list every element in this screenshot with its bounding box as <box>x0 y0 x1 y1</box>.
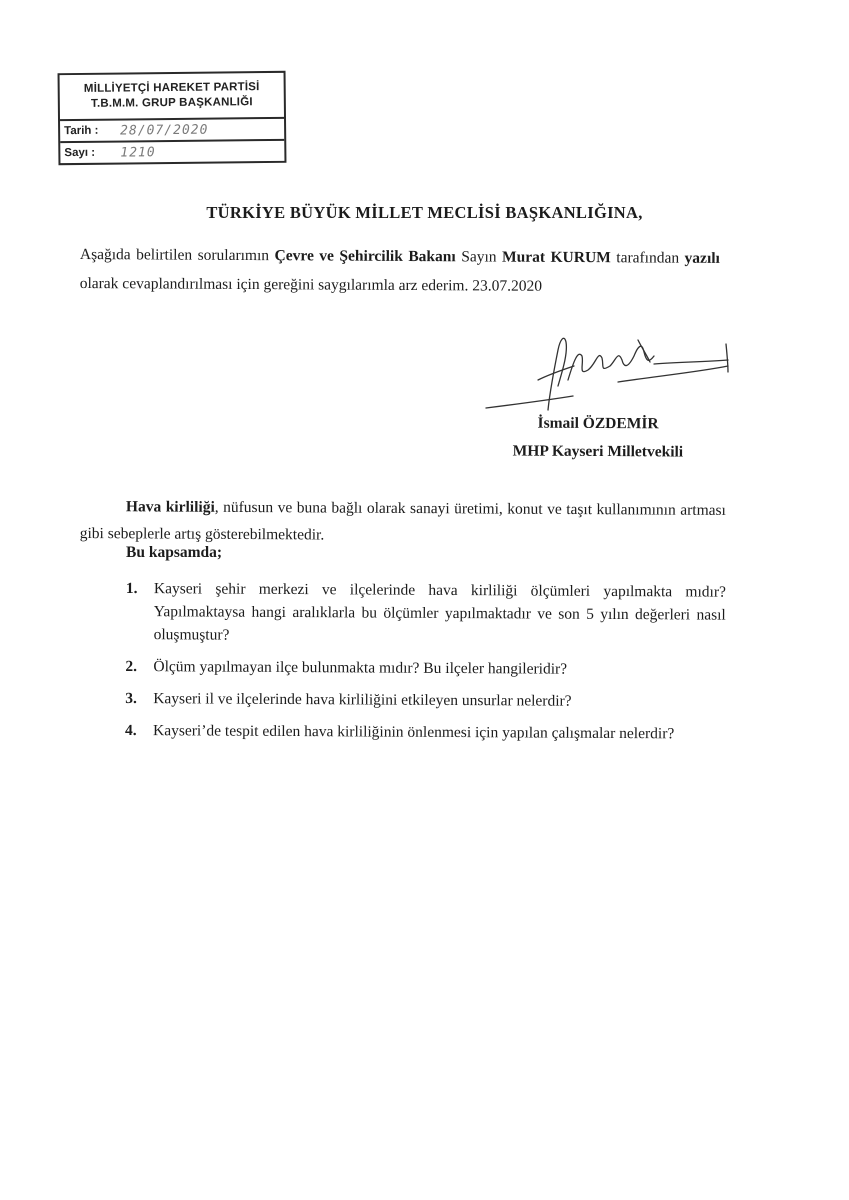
question-item <box>125 687 725 714</box>
intro-paragraph <box>80 240 720 302</box>
stamp-date-label: Tarih : <box>64 124 99 138</box>
body-paragraph <box>80 493 726 551</box>
stamp-party-name: MİLLİYETÇİ HAREKET PARTİSİ <box>83 81 260 95</box>
signer-title: MHP Kayseri Milletvekili <box>512 442 684 461</box>
intro-text-3: tarafından <box>610 249 685 267</box>
stamp-number-label: Sayı : <box>64 146 96 160</box>
handwritten-signature <box>478 320 758 420</box>
body-text: , nüfusun ve buna bağlı olarak sanayi üretimi, konut ve taşıt kullanımının artması gibi sebeplerle artış gösterebilmektedir. <box>79 498 726 544</box>
signer-name: İsmail ÖZDEMİR <box>537 414 659 433</box>
question-item <box>125 655 725 682</box>
intro-text-4: olarak cevaplandırılması için gereğini saygılarımla arz ederim. 23.07.2020 <box>79 274 543 295</box>
intro-ministry: Çevre ve Şehircilik Bakanı <box>274 247 456 266</box>
scope-heading: Bu kapsamda; <box>126 544 223 561</box>
intro-written: yazılı <box>684 249 720 267</box>
stamp-date-row <box>60 119 284 143</box>
question-list <box>125 577 726 755</box>
question-item <box>126 577 726 650</box>
question-text: Kayseri’de tespit edilen hava kirliliğinin önlenmesi için yapılan çalışmalar nelerdir? <box>153 722 675 743</box>
question-number: 2. <box>125 657 138 676</box>
stamp-group-name: T.B.M.M. GRUP BAŞKANLIĞI <box>90 96 253 110</box>
question-item <box>125 719 725 746</box>
question-number: 3. <box>125 689 137 708</box>
question-number: 4. <box>125 721 137 740</box>
question-number: 1. <box>125 579 138 598</box>
document-title: TÜRKİYE BÜYÜK MİLLET MECLİSİ BAŞKANLIĞINA, <box>206 203 643 222</box>
question-text: Kayseri il ve ilçelerinde hava kirliliğini etkileyen unsurlar nelerdir? <box>153 690 572 710</box>
question-text: Kayseri şehir merkezi ve ilçelerinde hava kirliliği ölçümleri yapılmakta mıdır? Yapılmaktaysa hangi aralıklarla bu ölçümler yapılmaktadır ve son 5 yılın değerleri nasıl oluşmuştur? <box>153 580 726 644</box>
body-topic: Hava kirliliği <box>125 498 215 516</box>
intro-text-1: Aşağıda belirtilen sorularımın <box>79 245 275 265</box>
question-text: Ölçüm yapılmayan ilçe bulunmakta mıdır? Bu ilçeler hangileridir? <box>153 658 568 678</box>
stamp-date-value: 28/07/2020 <box>120 122 209 139</box>
stamp-number-value: 1210 <box>120 144 156 161</box>
stamp-number-row <box>60 141 284 163</box>
party-stamp <box>58 71 287 165</box>
stamp-header <box>60 73 284 121</box>
intro-text-2: Sayın <box>455 248 503 266</box>
signer-block <box>478 409 718 466</box>
intro-minister: Murat KURUM <box>501 248 611 267</box>
